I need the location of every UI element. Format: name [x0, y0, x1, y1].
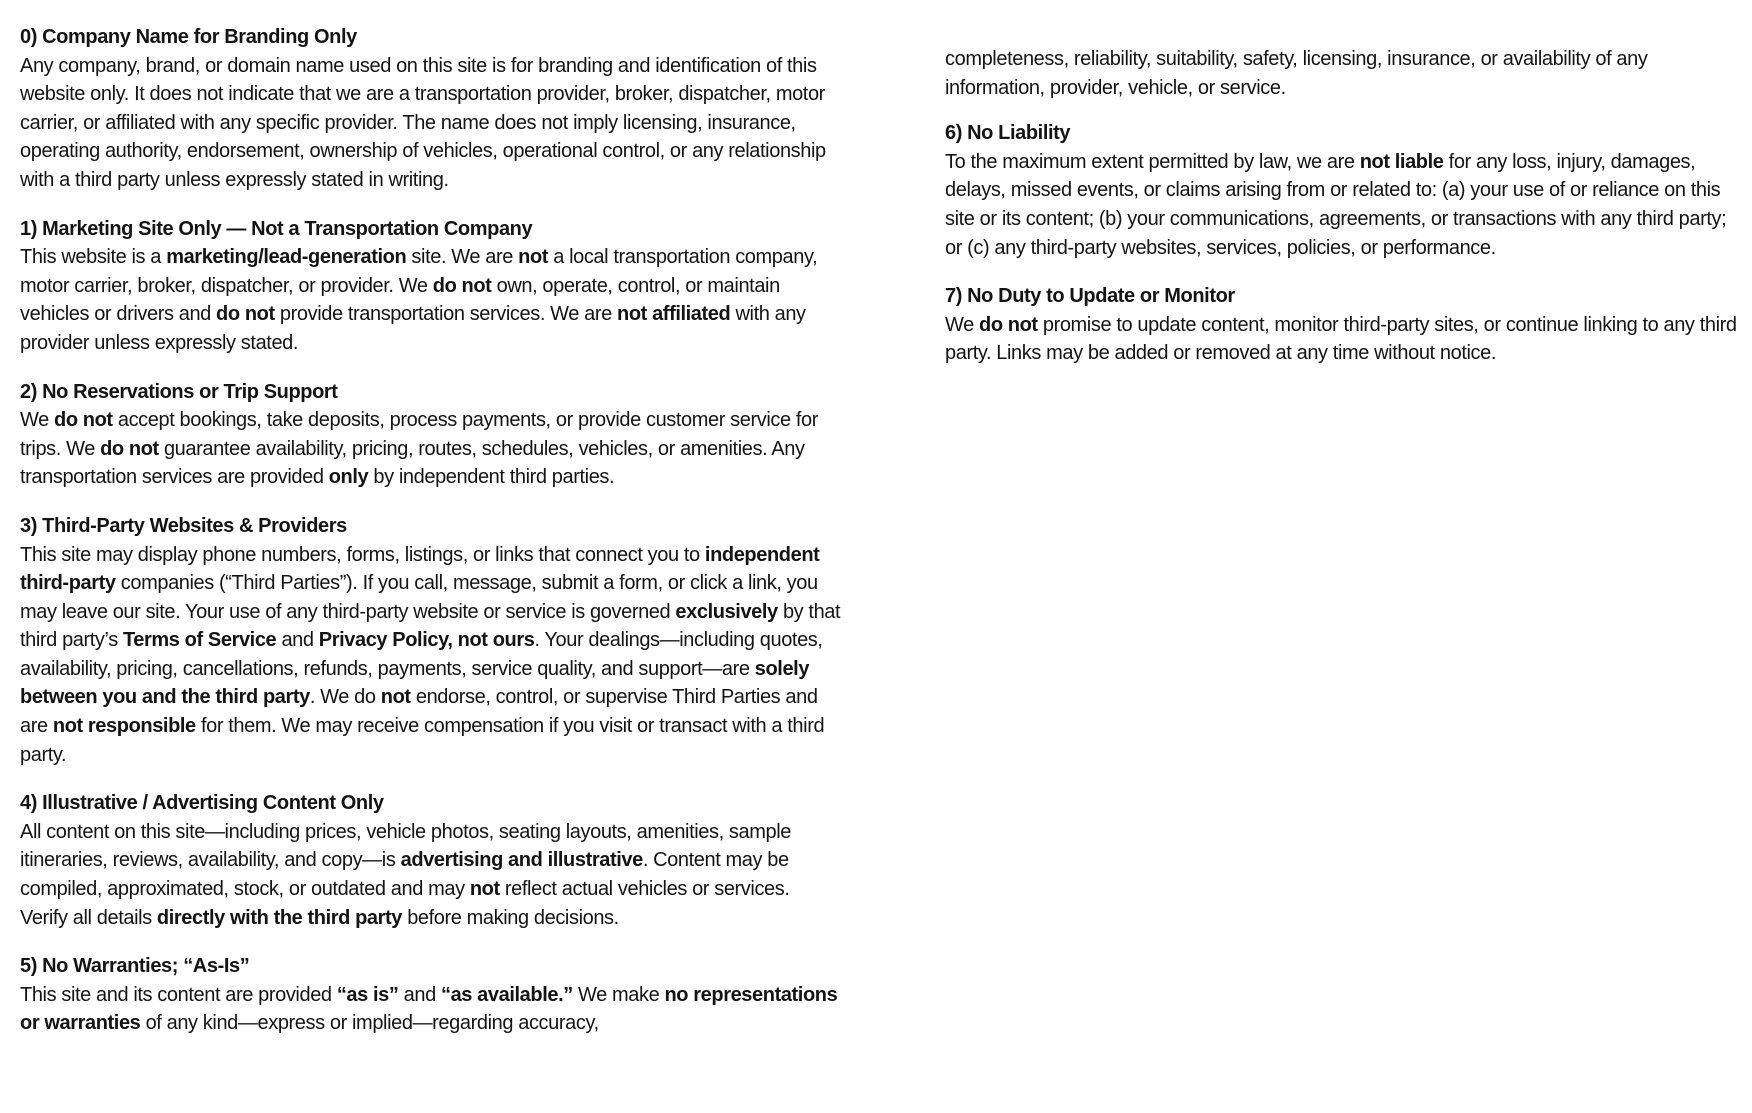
- section-no-warranties-continuation-paragraph: completeness, reliability, suitability, safety, licensing, insurance, or availability of any information, provider, vehicle, or service.: [945, 48, 1648, 99]
- section-no-duty-update-monitor: [945, 282, 1745, 368]
- section-no-liability: [945, 119, 1745, 262]
- section-no-warranties: [20, 952, 842, 1038]
- section-marketing-site-only-heading: 1) Marketing Site Only — Not a Transportation Company: [20, 217, 533, 240]
- section-no-liability-heading: 6) No Liability: [945, 122, 1071, 145]
- section-no-duty-update-monitor-paragraph: We do not promise to update content, monitor third-party sites, or continue linking to any third party. Links may be added or removed at any time without notice.: [945, 313, 1737, 365]
- section-third-party-websites-heading: 3) Third-Party Websites & Providers: [20, 514, 347, 537]
- section-no-liability-paragraph: To the maximum extent permitted by law, we are not liable for any loss, injury, damages, delays, missed events, or claims arising from or related to: (a) your use of or reliance on this site or its content; (b) your communications, agreements, or transactions with any third party; or (c) any third-party websites, services, policies, or performance.: [945, 150, 1727, 259]
- section-no-reservations-paragraph: We do not accept bookings, take deposits, process payments, or provide customer service for trips. We do not guarantee availability, pricing, routes, schedules, vehicles, or amenities. Any transportation services are provided only by independent third parties.: [20, 409, 819, 489]
- section-company-name-branding-heading: 0) Company Name for Branding Only: [20, 26, 357, 48]
- left-column: [20, 23, 842, 1058]
- section-third-party-websites-paragraph: This site may display phone numbers, forms, listings, or links that connect you to independent third-party companies (“Third Parties”). If you call, message, submit a form, or click a link, you may leave our site. Your use of any third-party website or service is governed exclusively by that third party’s Terms of Service and Privacy Policy, not ours. Your dealings—including quotes, availability, pricing, cancellations, refunds, payments, service quality, and support—are solely between you and the third party. We do not endorse, control, or supervise Third Parties and are not responsible for them. We may receive compensation if you visit or transact with a third party.: [20, 543, 841, 766]
- section-company-name-branding-paragraph: Any company, brand, or domain name used on this site is for branding and identification of this website only. It does not indicate that we are a transportation provider, broker, dispatcher, motor carrier, or affiliated with any specific provider. The name does not imply licensing, insurance, operating authority, endorsement, ownership of vehicles, operational control, or any relationship with a third party unless expressly stated in writing.: [20, 54, 826, 191]
- right-column: [945, 45, 1745, 388]
- section-third-party-websites: [20, 512, 842, 769]
- section-illustrative-content-paragraph: All content on this site—including prices, vehicle photos, seating layouts, amenities, sample itineraries, reviews, availability, and copy—is advertising and illustrative. Content may be compiled, approximated, stock, or outdated and may not reflect actual vehicles or services. Verify all details directly with the third party before making decisions.: [20, 820, 792, 929]
- section-no-warranties-paragraph: This site and its content are provided “as is” and “as available.” We make no representations or warranties of any kind—express or implied—regarding accuracy,: [20, 983, 838, 1035]
- section-illustrative-content-heading: 4) Illustrative / Advertising Content Only: [20, 792, 384, 815]
- section-no-duty-update-monitor-heading: 7) No Duty to Update or Monitor: [945, 285, 1235, 308]
- section-no-reservations-heading: 2) No Reservations or Trip Support: [20, 380, 338, 403]
- section-no-warranties-heading: 5) No Warranties; “As-Is”: [20, 955, 250, 978]
- section-no-reservations: [20, 378, 842, 492]
- section-marketing-site-only: [20, 215, 842, 358]
- section-illustrative-content: [20, 789, 842, 932]
- section-marketing-site-only-paragraph: This website is a marketing/lead-generation site. We are not a local transportation company, motor carrier, broker, dispatcher, or provider. We do not own, operate, control, or maintain vehicles or drivers and do not provide transportation services. We are not affiliated with any provider unless expressly stated.: [20, 246, 818, 354]
- section-company-name-branding: [20, 23, 842, 195]
